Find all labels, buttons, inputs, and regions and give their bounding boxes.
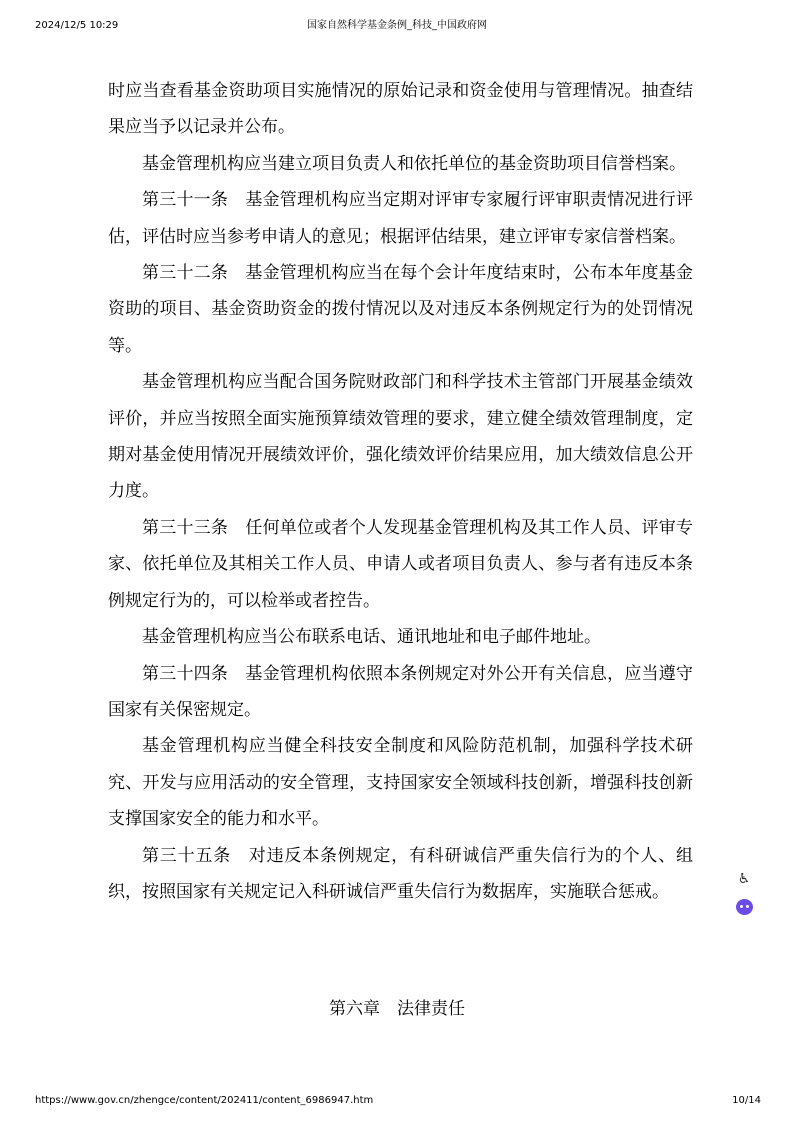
chapter-heading: 第六章 法律责任	[329, 999, 465, 1019]
paragraph: 基金管理机构应当公布联系电话、通讯地址和电子邮件地址。	[142, 627, 601, 648]
accessibility-icon[interactable]: ♿	[737, 871, 751, 887]
paragraph: 第三十五条 对违反本条例规定，有科研诚信严重失信行为的个人、组织，按照国家有关规定记入科研诚信严重失信行为数据库，实施联合惩戒。	[108, 845, 693, 902]
paragraph: 基金管理机构应当建立项目负责人和依托单位的基金资助项目信誉档案。	[142, 153, 686, 174]
paragraph: 时应当查看基金资助项目实施情况的原始记录和资金使用与管理情况。抽查结果应当予以记录并公布。	[108, 81, 693, 138]
paragraph: 基金管理机构应当配合国务院财政部门和科学技术主管部门开展基金绩效评价，并应当按照全面实施预算绩效管理的要求，建立健全绩效管理制度，定期对基金使用情况开展绩效评价，强化绩效评价结果应用，加大绩效信息公开力度。	[108, 372, 693, 502]
article-body	[108, 73, 693, 910]
assistant-robot-icon[interactable]	[734, 897, 754, 917]
robot-face-icon	[736, 899, 753, 915]
print-datetime: 2024/12/5 10:29	[35, 20, 119, 31]
paragraph: 第三十一条 基金管理机构应当定期对评审专家履行评审职责情况进行评估，评估时应当参考申请人的意见；根据评估结果，建立评审专家信誉档案。	[108, 190, 693, 247]
paragraph: 第三十二条 基金管理机构应当在每个会计年度结束时，公布本年度基金资助的项目、基金资助资金的拨付情况以及对违反本条例规定行为的处罚情况等。	[108, 263, 693, 356]
paragraph: 基金管理机构应当健全科技安全制度和风险防范机制，加强科学技术研究、开发与应用活动的安全管理，支持国家安全领域科技创新，增强科技创新支撑国家安全的能力和水平。	[108, 736, 693, 830]
page-number: 10/14	[732, 1095, 761, 1106]
page-url: https://www.gov.cn/zhengce/content/202411/content_6986947.htm	[35, 1095, 374, 1106]
paragraph: 第三十三条 任何单位或者个人发现基金管理机构及其工作人员、评审专家、依托单位及其相关工作人员、申请人或者项目负责人、参与者有违反本条例规定行为的，可以检举或者控告。	[108, 517, 693, 611]
paragraph: 第三十四条 基金管理机构依照本条例规定对外公开有关信息，应当遵守国家有关保密规定。	[108, 663, 693, 720]
page-title: 国家自然科学基金条例_科技_中国政府网	[307, 20, 487, 31]
